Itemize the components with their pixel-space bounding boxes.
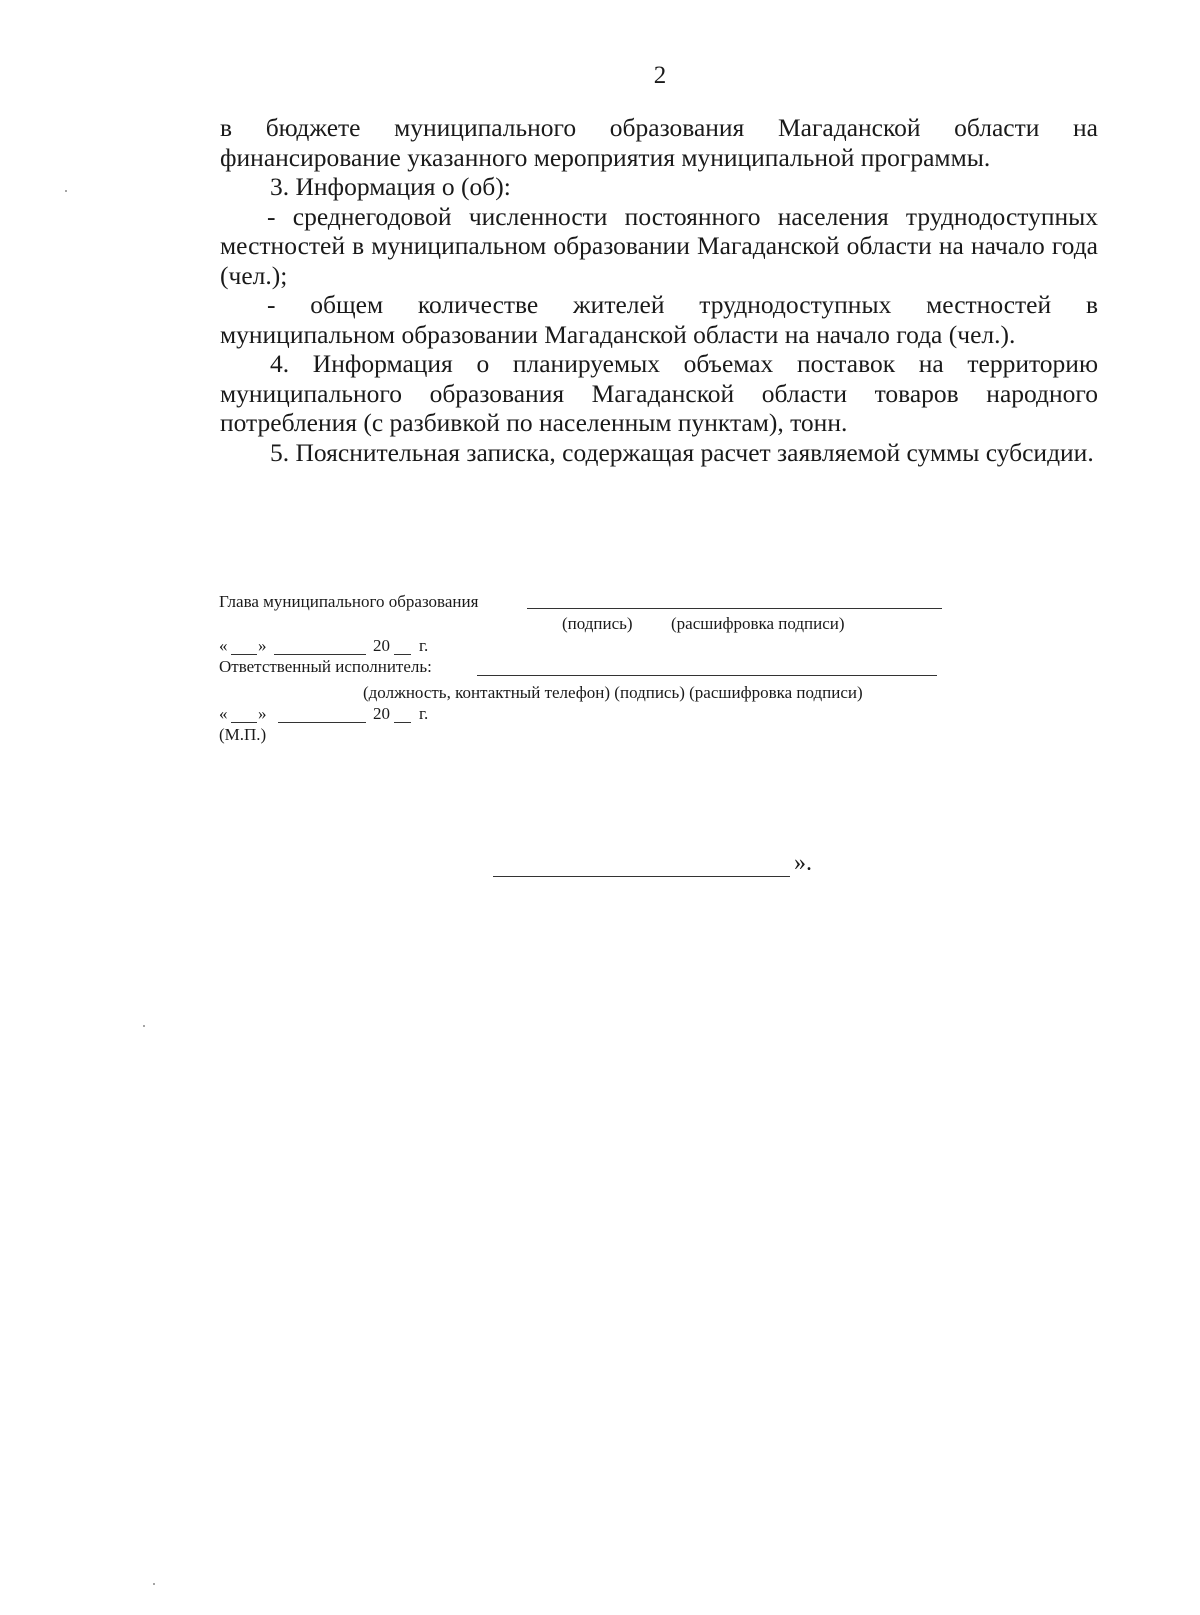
paragraph-3-title: 3. Информация о (об):: [270, 172, 511, 201]
paragraph-budget: в бюджете муниципального образования Магаданской области на финансирование указанного мероприятия муниципальной программы.: [220, 113, 1098, 172]
date1-year: 20: [373, 636, 390, 655]
scan-speck: [153, 1583, 155, 1585]
date1-suffix: г.: [419, 636, 429, 655]
date2-quote-open: «: [219, 704, 228, 723]
date2-quote-close: »: [258, 704, 267, 723]
date1-year-line: [394, 654, 411, 655]
document-body: [220, 113, 1098, 467]
date2-year-line: [394, 722, 411, 723]
date2-month-line: [278, 722, 366, 723]
executor-line: [477, 675, 937, 676]
seal-placeholder: (М.П.): [219, 725, 267, 744]
page-number: 2: [653, 62, 667, 89]
paragraph-4: 4. Информация о планируемых объемах поставок на территорию муниципального образования Магаданской области товаров народного потребления (с разбивкой по населенным пунктам), тонн.: [220, 349, 1098, 437]
head-caption-signature: (подпись): [562, 614, 633, 633]
date1-day-line: [231, 654, 257, 655]
scan-speck: [143, 1025, 145, 1027]
closing-mark: ».: [794, 850, 812, 876]
head-label: Глава муниципального образования: [219, 592, 479, 611]
closing-line: [493, 876, 790, 877]
date1-month-line: [274, 654, 366, 655]
head-signature-line: [527, 608, 942, 609]
date2-day-line: [231, 722, 257, 723]
paragraph-5: 5. Пояснительная записка, содержащая расчет заявляемой суммы субсидии.: [270, 437, 1094, 467]
executor-label: Ответственный исполнитель:: [219, 657, 432, 676]
paragraph-3-item-1: - среднегодовой численности постоянного населения труднодоступных местностей в муниципальном образовании Магаданской области на начало года (чел.);: [220, 201, 1098, 290]
date1-quote-close: »: [258, 636, 267, 655]
date2-suffix: г.: [419, 704, 429, 723]
date2-year: 20: [373, 704, 390, 723]
executor-caption: (должность, контактный телефон) (подпись) (расшифровка подписи): [363, 683, 863, 702]
scan-speck: [65, 190, 67, 192]
date1-quote-open: «: [219, 636, 228, 655]
paragraph-3-item-2: - общем количестве жителей труднодоступных местностей в муниципальном образовании Магаданской области на начало года (чел.).: [220, 290, 1098, 349]
head-caption-decoding: (расшифровка подписи): [671, 614, 845, 633]
